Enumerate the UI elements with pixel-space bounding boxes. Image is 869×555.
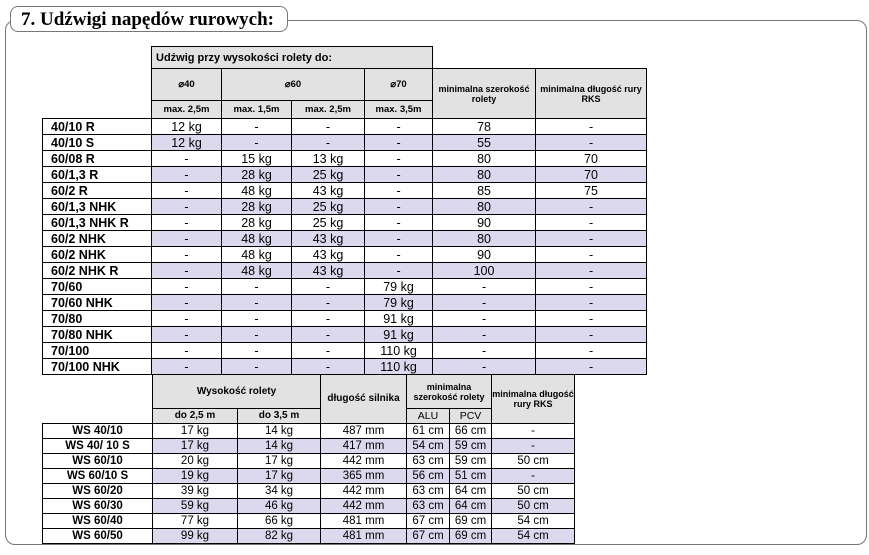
table-cell: 82 kg	[238, 529, 321, 544]
table-cell: -	[365, 215, 433, 231]
table-cell: -	[292, 135, 365, 151]
table-cell: 481 mm	[321, 529, 407, 544]
diameter-60: ⌀60	[222, 69, 365, 101]
table-cell: -	[536, 279, 647, 295]
alu-header: ALU	[407, 409, 450, 424]
table-row	[43, 151, 647, 167]
table-cell: 91 kg	[365, 311, 433, 327]
table-cell: 64 cm	[450, 499, 492, 514]
motor-length-header: długość silnika	[321, 375, 407, 424]
row-label: 40/10 S	[43, 135, 152, 151]
row-label: 70/100	[43, 343, 152, 359]
table-cell: -	[152, 231, 222, 247]
row-label: 70/80	[43, 311, 152, 327]
table-row	[43, 327, 647, 343]
ws-motor-table	[42, 374, 575, 544]
table-cell: -	[536, 311, 647, 327]
table-cell: -	[365, 199, 433, 215]
table-cell: -	[292, 327, 365, 343]
table-cell: -	[536, 359, 647, 375]
table-cell: 54 cm	[492, 529, 575, 544]
table-cell: -	[536, 231, 647, 247]
table-row	[43, 167, 647, 183]
table-cell: 91 kg	[365, 327, 433, 343]
table-cell: 13 kg	[292, 151, 365, 167]
min-rks-header-2: minimalna długość rury RKS	[492, 375, 575, 424]
table-cell: 90	[433, 215, 536, 231]
table-cell: 20 kg	[153, 454, 238, 469]
row-label: WS 60/10	[43, 454, 153, 469]
table-cell: -	[433, 359, 536, 375]
row-label: 60/2 NHK R	[43, 263, 152, 279]
table-row	[43, 119, 647, 135]
table-row	[43, 514, 575, 529]
table-cell: 28 kg	[222, 215, 292, 231]
row-label: 60/08 R	[43, 151, 152, 167]
table-row	[43, 359, 647, 375]
height-40: max. 2,5m	[152, 101, 222, 119]
table-cell: 487 mm	[321, 424, 407, 439]
height-b: do 3,5 m	[238, 409, 321, 424]
table-cell: 50 cm	[492, 499, 575, 514]
table-row	[43, 424, 575, 439]
row-label: 60/2 R	[43, 183, 152, 199]
table-row	[43, 231, 647, 247]
table-cell: 51 cm	[450, 469, 492, 484]
table-cell: -	[536, 215, 647, 231]
table-cell: -	[292, 311, 365, 327]
table-cell: -	[292, 279, 365, 295]
table-cell: 63 cm	[407, 454, 450, 469]
height-60a: max. 1,5m	[222, 101, 292, 119]
table-cell: -	[222, 279, 292, 295]
row-label: 60/1,3 R	[43, 167, 152, 183]
height-70: max. 3,5m	[365, 101, 433, 119]
table-cell: 481 mm	[321, 514, 407, 529]
table-row	[43, 311, 647, 327]
table-cell: -	[536, 119, 647, 135]
pcv-header: PCV	[450, 409, 492, 424]
table-cell: 442 mm	[321, 499, 407, 514]
table-row	[43, 295, 647, 311]
table-cell: 56 cm	[407, 469, 450, 484]
table-cell: -	[152, 295, 222, 311]
table-cell: 54 cm	[407, 439, 450, 454]
table-cell: 442 mm	[321, 484, 407, 499]
row-label: 40/10 R	[43, 119, 152, 135]
table-cell: 17 kg	[153, 424, 238, 439]
table-cell: 15 kg	[222, 151, 292, 167]
table-cell: 17 kg	[238, 454, 321, 469]
table-cell: 43 kg	[292, 263, 365, 279]
table-cell: -	[433, 311, 536, 327]
table-cell: -	[536, 343, 647, 359]
table-cell: 78	[433, 119, 536, 135]
table-cell: -	[222, 343, 292, 359]
table-cell: -	[152, 247, 222, 263]
table-cell: -	[365, 247, 433, 263]
table-cell: -	[536, 295, 647, 311]
table-row	[43, 469, 575, 484]
height-60b: max. 2,5m	[292, 101, 365, 119]
table-cell: 99 kg	[153, 529, 238, 544]
table-cell: 70	[536, 151, 647, 167]
row-label: WS 60/20	[43, 484, 153, 499]
table-row	[43, 183, 647, 199]
row-label: 60/2 NHK	[43, 247, 152, 263]
table-row	[43, 484, 575, 499]
table-cell: -	[492, 424, 575, 439]
table-cell: -	[433, 327, 536, 343]
row-label: 60/1,3 NHK R	[43, 215, 152, 231]
table-cell: 48 kg	[222, 263, 292, 279]
table-row	[43, 499, 575, 514]
table-cell: 28 kg	[222, 167, 292, 183]
table-cell: -	[492, 469, 575, 484]
row-label: WS 40/10	[43, 424, 153, 439]
table-cell: 80	[433, 199, 536, 215]
row-label: 60/1,3 NHK	[43, 199, 152, 215]
table-cell: -	[292, 295, 365, 311]
table-cell: -	[152, 279, 222, 295]
table-cell: -	[536, 327, 647, 343]
table-cell: -	[152, 167, 222, 183]
table-cell: 77 kg	[153, 514, 238, 529]
table-cell: 25 kg	[292, 215, 365, 231]
load-group-header: Udźwig przy wysokości rolety do:	[152, 47, 433, 69]
table-cell: 69 cm	[450, 529, 492, 544]
table-cell: -	[365, 119, 433, 135]
table-row	[43, 279, 647, 295]
row-label: 70/100 NHK	[43, 359, 152, 375]
min-width-header-2: minimalna szerokość rolety	[407, 375, 492, 409]
table-row	[43, 215, 647, 231]
table-cell: 63 cm	[407, 484, 450, 499]
table-cell: 39 kg	[153, 484, 238, 499]
table-cell: 110 kg	[365, 359, 433, 375]
table-cell: 61 cm	[407, 424, 450, 439]
table-cell: -	[152, 327, 222, 343]
table-cell: -	[152, 343, 222, 359]
table-cell: -	[536, 263, 647, 279]
table-cell: 54 cm	[492, 514, 575, 529]
table-cell: -	[433, 279, 536, 295]
table-cell: 12 kg	[152, 119, 222, 135]
table-cell: 80	[433, 151, 536, 167]
table-cell: -	[222, 311, 292, 327]
table-cell: -	[152, 311, 222, 327]
table-cell: 17 kg	[238, 469, 321, 484]
table-row	[43, 199, 647, 215]
table-cell: 17 kg	[153, 439, 238, 454]
table-cell: -	[365, 135, 433, 151]
table-cell: 14 kg	[238, 439, 321, 454]
roller-height-header: Wysokość rolety	[153, 375, 321, 409]
table-cell: 70	[536, 167, 647, 183]
table-cell: 50 cm	[492, 454, 575, 469]
row-label: WS 60/30	[43, 499, 153, 514]
table-cell: 48 kg	[222, 231, 292, 247]
table-cell: -	[222, 295, 292, 311]
table-cell: -	[365, 231, 433, 247]
section-title: 7. Udźwigi napędów rurowych:	[10, 6, 288, 32]
table-cell: -	[152, 183, 222, 199]
table-cell: -	[492, 439, 575, 454]
table-cell: 79 kg	[365, 279, 433, 295]
table-cell: 48 kg	[222, 183, 292, 199]
table-cell: 59 cm	[450, 439, 492, 454]
table-cell: 69 cm	[450, 514, 492, 529]
drive-load-table	[42, 46, 647, 375]
table-cell: 80	[433, 167, 536, 183]
row-label: WS 60/40	[43, 514, 153, 529]
diameter-70: ⌀70	[365, 69, 433, 101]
table-cell: 365 mm	[321, 469, 407, 484]
table-cell: 100	[433, 263, 536, 279]
table-cell: -	[365, 167, 433, 183]
table-row	[43, 529, 575, 544]
table-cell: 442 mm	[321, 454, 407, 469]
table-row	[43, 343, 647, 359]
table-cell: 67 cm	[407, 514, 450, 529]
table-cell: 66 kg	[238, 514, 321, 529]
diameter-40: ⌀40	[152, 69, 222, 101]
table-cell: 28 kg	[222, 199, 292, 215]
table-cell: -	[433, 295, 536, 311]
table-cell: 25 kg	[292, 167, 365, 183]
table-cell: 80	[433, 231, 536, 247]
table-cell: -	[222, 359, 292, 375]
table-cell: -	[292, 343, 365, 359]
table-cell: 34 kg	[238, 484, 321, 499]
table-cell: -	[152, 359, 222, 375]
table-cell: -	[292, 119, 365, 135]
table-cell: -	[152, 151, 222, 167]
ws-motor-rows	[43, 424, 575, 544]
row-label: 70/60	[43, 279, 152, 295]
table-cell: -	[222, 119, 292, 135]
row-label: 70/60 NHK	[43, 295, 152, 311]
table-cell: 59 cm	[450, 454, 492, 469]
table-cell: -	[536, 247, 647, 263]
table-cell: 67 cm	[407, 529, 450, 544]
table-cell: 55	[433, 135, 536, 151]
height-a: do 2,5 m	[153, 409, 238, 424]
table-row	[43, 454, 575, 469]
table-row	[43, 135, 647, 151]
table-cell: 66 cm	[450, 424, 492, 439]
table-cell: -	[536, 135, 647, 151]
table-cell: 12 kg	[152, 135, 222, 151]
table-cell: 25 kg	[292, 199, 365, 215]
table-cell: 75	[536, 183, 647, 199]
table-cell: 43 kg	[292, 183, 365, 199]
row-label: 70/80 NHK	[43, 327, 152, 343]
table-cell: -	[365, 151, 433, 167]
table-cell: 79 kg	[365, 295, 433, 311]
table-cell: 50 cm	[492, 484, 575, 499]
table-cell: 43 kg	[292, 231, 365, 247]
table-cell: -	[536, 199, 647, 215]
table-row	[43, 439, 575, 454]
table-cell: 14 kg	[238, 424, 321, 439]
table-cell: 19 kg	[153, 469, 238, 484]
row-label: WS 60/50	[43, 529, 153, 544]
table-cell: 85	[433, 183, 536, 199]
table-cell: 110 kg	[365, 343, 433, 359]
table-row	[43, 263, 647, 279]
table-cell: 64 cm	[450, 484, 492, 499]
table-cell: -	[365, 183, 433, 199]
table-cell: 90	[433, 247, 536, 263]
table-row	[43, 247, 647, 263]
table-cell: -	[292, 359, 365, 375]
table-cell: -	[365, 263, 433, 279]
table-cell: 43 kg	[292, 247, 365, 263]
table-cell: -	[152, 199, 222, 215]
min-rks-header: minimalna długość rury RKS	[536, 69, 647, 119]
min-width-header: minimalna szerokość rolety	[433, 69, 536, 119]
drive-load-rows	[43, 119, 647, 375]
table-cell: -	[152, 215, 222, 231]
table-cell: -	[433, 343, 536, 359]
table-cell: 417 mm	[321, 439, 407, 454]
table-cell: 59 kg	[153, 499, 238, 514]
row-label: WS 40/ 10 S	[43, 439, 153, 454]
table-cell: -	[222, 327, 292, 343]
table-cell: 63 cm	[407, 499, 450, 514]
table-cell: 48 kg	[222, 247, 292, 263]
table-cell: 46 kg	[238, 499, 321, 514]
table-cell: -	[222, 135, 292, 151]
row-label: 60/2 NHK	[43, 231, 152, 247]
table-cell: -	[152, 263, 222, 279]
row-label: WS 60/10 S	[43, 469, 153, 484]
